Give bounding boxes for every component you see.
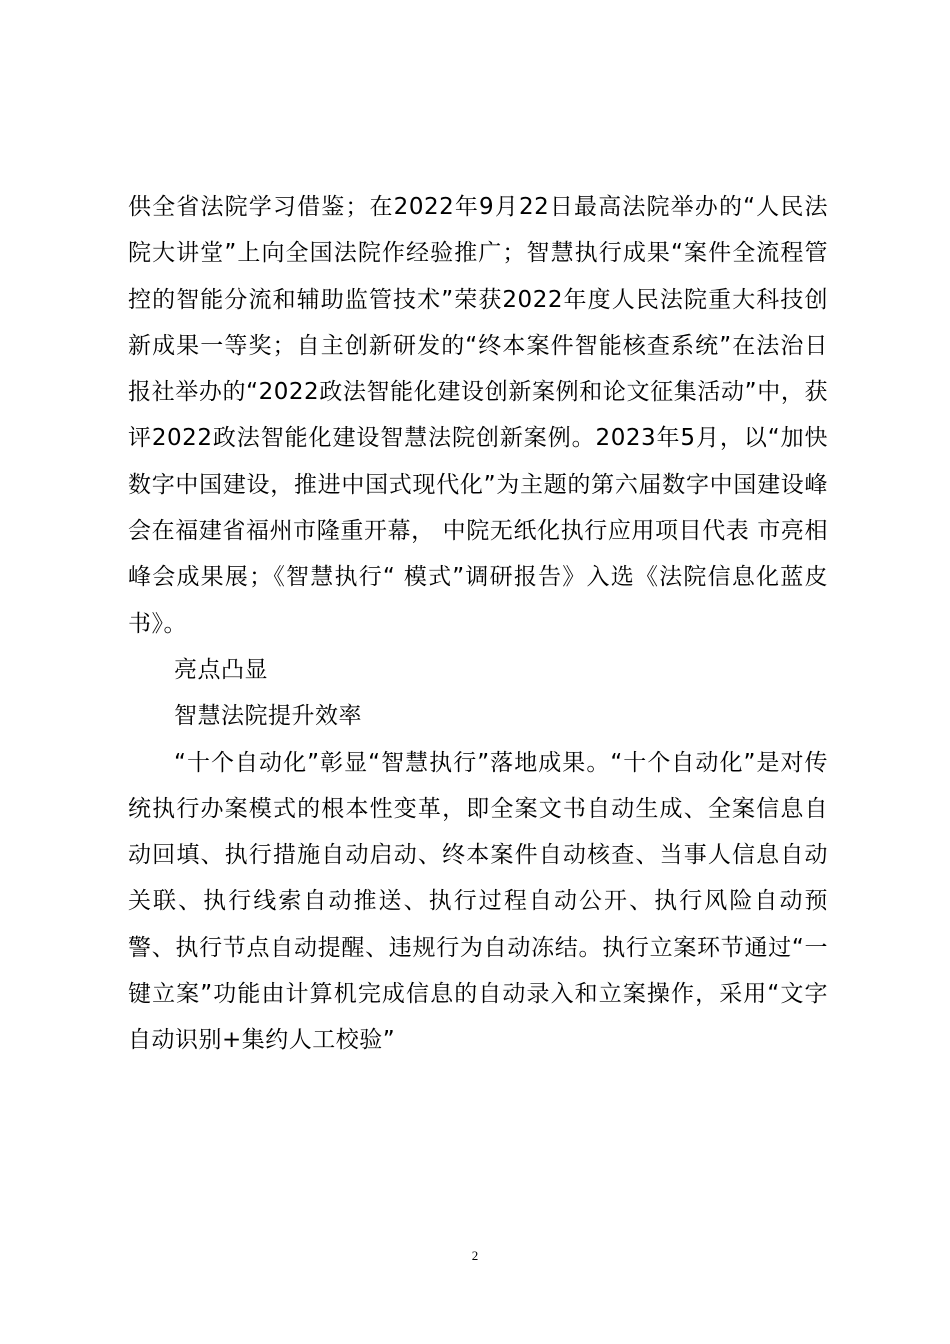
subsection-heading: 智慧法院提升效率 — [174, 703, 362, 730]
page-number: 2 — [471, 1248, 479, 1263]
paragraph-continuation: 供全省法院学习借鉴；在2022年9月22日最高法院举办的“人民法院大讲堂”上向全国法院作经验推广；智慧执行成果“案件全流程管控的智能分流和辅助监管技术”荣获2022年度人民法院重大科技创新成果一等奖；自主创新研发的“终本案件智能核查系统”在法治日报社举办的“2022政法智能化建设创新案例和论文征集活动”中，获评2022政法智能化建设智慧法院创新案例。2023年5月，以“加快数字中国建设，推进中国式现代化”为主题的第六届数字中国建设峰会在福建省福州市隆重开幕， 中院无纸化执行应用项目代表 市亮相峰会成果展；《智慧执行“ 模式”调研报告》入选《法院信息化蓝皮书》。 — [128, 194, 828, 637]
paragraph-automation: “十个自动化”彰显“智慧执行”落地成果。“十个自动化”是对传统执行办案模式的根本性变革，即全案文书自动生成、全案信息自动回填、执行措施自动启动、终本案件自动核查、当事人信息自动关联、执行线索自动推送、执行过程自动公开、执行风险自动预警、执行节点自动提醒、违规行为自动冻结。执行立案环节通过“一键立案”功能由计算机完成信息的自动录入和立案操作，采用“文字自动识别+集约人工校验” — [128, 749, 828, 1054]
section-heading: 亮点凸显 — [174, 656, 268, 683]
body-text — [128, 184, 828, 1064]
